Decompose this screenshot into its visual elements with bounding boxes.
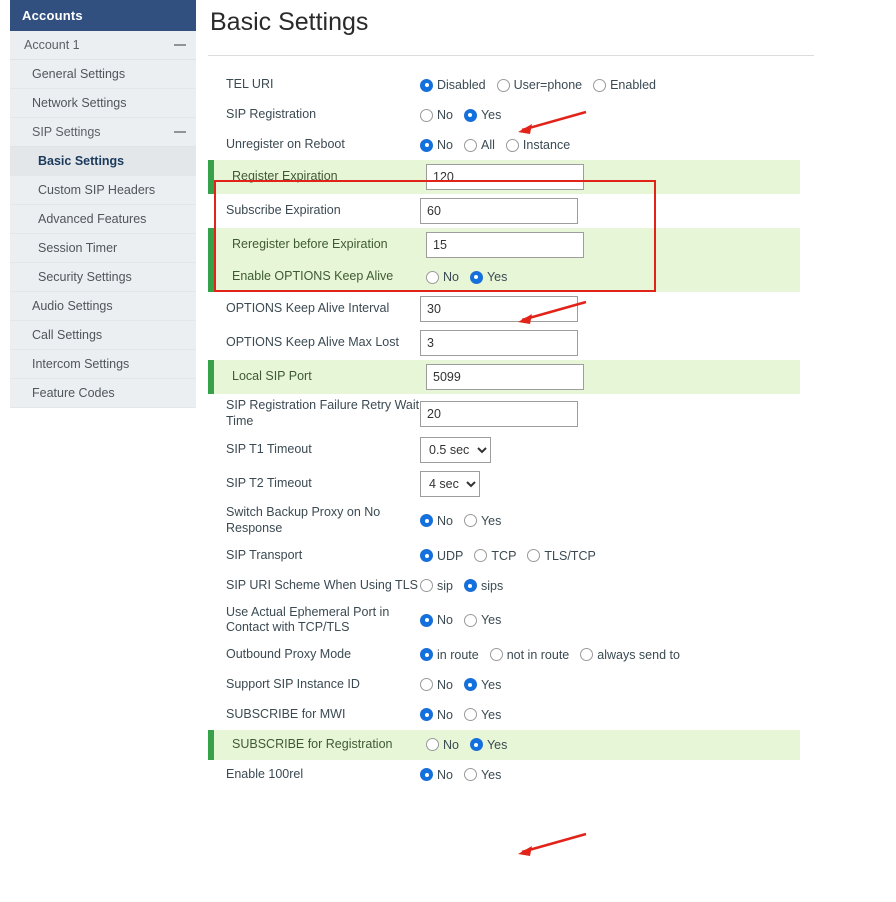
input-reregister-before-expiration[interactable] <box>426 232 584 258</box>
sidebar-item-general-settings[interactable] <box>10 60 196 89</box>
setting-label: Use Actual Ephemeral Port in Contact with TCP/TLS <box>226 604 390 635</box>
sidebar-item-label: Custom SIP Headers <box>38 183 156 197</box>
setting-label: Switch Backup Proxy on No Response <box>226 505 381 535</box>
setting-label: Support SIP Instance ID <box>226 676 360 691</box>
sidebar-item-network-settings[interactable] <box>10 89 196 118</box>
radio-option-label: No <box>443 270 459 284</box>
radio-group-sip-uri-scheme-when-using-tls <box>420 579 510 593</box>
setting-label: Register Expiration <box>232 169 338 184</box>
main-panel <box>208 0 896 902</box>
radio-option-label: Instance <box>522 138 571 152</box>
setting-field <box>420 648 800 662</box>
radio-button-icon[interactable] <box>420 109 433 122</box>
setting-label: OPTIONS Keep Alive Interval <box>226 301 390 316</box>
radio-button-icon[interactable] <box>527 549 540 562</box>
setting-row-sip-registration <box>208 100 800 130</box>
radio-button-icon[interactable] <box>464 139 477 152</box>
setting-field <box>420 678 800 692</box>
radio-option-label: No <box>437 108 453 122</box>
setting-label: SUBSCRIBE for Registration <box>232 736 393 751</box>
sidebar-item-label: General Settings <box>32 67 126 81</box>
radio-option-label: in route <box>437 647 479 662</box>
setting-label: Outbound Proxy Mode <box>226 646 352 661</box>
radio-button-icon[interactable] <box>426 271 439 284</box>
radio-option-label: Yes <box>486 270 508 284</box>
radio-button-icon[interactable] <box>420 614 433 627</box>
select-sip-t2-timeout[interactable] <box>420 471 480 497</box>
radio-option-label: sip <box>437 578 453 593</box>
setting-field <box>420 579 800 593</box>
radio-button-icon[interactable] <box>426 738 439 751</box>
radio-button-icon[interactable] <box>420 768 433 781</box>
radio-option-label: All <box>480 138 495 152</box>
setting-label: SIP Transport <box>226 547 303 562</box>
radio-option-label: Yes <box>480 677 502 692</box>
sidebar-item-custom-sip-headers[interactable] <box>10 176 196 205</box>
radio-option-label: User=phone <box>513 78 583 92</box>
radio-option-label: No <box>443 737 459 752</box>
setting-field <box>420 471 800 497</box>
page-title: Basic Settings <box>210 8 369 36</box>
setting-row-unregister-on-reboot <box>208 130 800 160</box>
radio-option-no[interactable] <box>426 738 459 752</box>
radio-button-icon[interactable] <box>490 648 503 661</box>
sidebar-item-security-settings[interactable] <box>10 263 196 292</box>
radio-option-yes[interactable] <box>464 514 501 528</box>
radio-group-sip-transport <box>420 549 603 563</box>
radio-button-icon[interactable] <box>420 514 433 527</box>
setting-field <box>420 549 800 563</box>
setting-row-local-sip-port <box>208 360 800 394</box>
radio-option-no[interactable] <box>426 270 459 284</box>
setting-row-support-sip-instance-id <box>208 670 800 700</box>
sidebar-group-label: SIP Settings <box>32 125 101 139</box>
radio-button-icon[interactable] <box>593 79 606 92</box>
radio-button-icon[interactable] <box>420 579 433 592</box>
sidebar-item-label: Audio Settings <box>32 299 113 313</box>
setting-row-enable-options-keep-alive <box>208 262 800 292</box>
setting-field <box>426 364 800 390</box>
radio-button-icon[interactable] <box>464 708 477 721</box>
input-options-keep-alive-interval[interactable] <box>420 296 578 322</box>
sidebar-item-label: Network Settings <box>32 96 127 110</box>
input-local-sip-port[interactable] <box>426 364 584 390</box>
setting-label: SIP Registration Failure Retry Wait Time <box>226 398 420 428</box>
radio-option-in-route[interactable] <box>420 648 479 662</box>
collapse-icon[interactable] <box>174 44 186 46</box>
radio-option-label: Yes <box>480 513 502 528</box>
radio-option-label: UDP <box>437 548 464 563</box>
setting-label: SIP Registration <box>226 107 317 122</box>
radio-group-enable-100rel <box>420 768 508 782</box>
radio-group-use-actual-ephemeral-port-in-contact-with-tcp-tls <box>420 613 508 627</box>
radio-option-no[interactable] <box>420 678 453 692</box>
radio-button-icon[interactable] <box>464 109 477 122</box>
settings-form <box>208 70 896 790</box>
setting-field <box>420 198 800 224</box>
title-divider <box>208 55 814 56</box>
radio-option-label: No <box>437 613 453 628</box>
radio-group-sip-registration <box>420 108 508 122</box>
radio-option-label: No <box>437 677 453 692</box>
radio-button-icon[interactable] <box>464 678 477 691</box>
radio-option-label: Yes <box>486 737 508 752</box>
radio-button-icon[interactable] <box>470 271 483 284</box>
annotation-arrow-subscribe-registration <box>508 830 588 860</box>
setting-row-outbound-proxy-mode <box>208 640 800 670</box>
radio-option-sip[interactable] <box>420 579 453 593</box>
setting-label: SIP T2 Timeout <box>226 476 312 491</box>
radio-option-label: No <box>437 513 453 528</box>
sidebar-item-audio-settings[interactable] <box>10 292 196 321</box>
sidebar-item-label: Call Settings <box>32 328 103 342</box>
sidebar-item-basic-settings[interactable] <box>10 147 196 176</box>
setting-row-use-actual-ephemeral-port-in-contact-with-tcp-tls <box>208 601 800 640</box>
radio-option-label: always send to <box>597 647 680 662</box>
setting-field <box>420 296 800 322</box>
setting-row-register-expiration <box>208 160 800 194</box>
radio-option-instance[interactable] <box>506 138 570 152</box>
input-sip-registration-failure-retry-wait-time[interactable] <box>420 401 578 427</box>
setting-row-reregister-before-expiration <box>208 228 800 262</box>
radio-option-label: Yes <box>480 613 502 628</box>
setting-label: OPTIONS Keep Alive Max Lost <box>226 335 399 350</box>
radio-option-disabled[interactable] <box>420 78 486 92</box>
setting-field <box>420 613 800 627</box>
sidebar-item-call-settings[interactable] <box>10 321 196 350</box>
radio-option-yes[interactable] <box>470 738 507 752</box>
setting-field <box>420 708 800 722</box>
sidebar-item-label: Feature Codes <box>32 386 115 400</box>
radio-option-label: Enabled <box>610 78 656 92</box>
setting-row-sip-transport <box>208 541 800 571</box>
radio-option-label: No <box>437 138 453 152</box>
setting-row-subscribe-for-registration <box>208 730 800 760</box>
radio-group-subscribe-for-registration <box>426 738 514 752</box>
radio-button-icon[interactable] <box>506 139 519 152</box>
radio-button-icon[interactable] <box>580 648 593 661</box>
radio-option-label: No <box>437 767 453 782</box>
radio-option-always-send-to[interactable] <box>580 648 680 662</box>
setting-label: Subscribe Expiration <box>226 203 341 218</box>
setting-row-options-keep-alive-interval <box>208 292 800 326</box>
radio-option-label: Yes <box>480 707 502 722</box>
setting-field <box>420 514 800 528</box>
radio-option-yes[interactable] <box>464 108 501 122</box>
radio-group-tel-uri <box>420 78 663 92</box>
radio-option-tcp[interactable] <box>474 549 516 563</box>
radio-option-label: TCP <box>491 548 517 563</box>
setting-row-switch-backup-proxy-on-no-response <box>208 501 800 540</box>
radio-option-no[interactable] <box>420 138 453 152</box>
sidebar-item-session-timer[interactable] <box>10 234 196 263</box>
radio-button-icon[interactable] <box>420 549 433 562</box>
radio-option-user-phone[interactable] <box>497 78 582 92</box>
setting-row-enable-100rel <box>208 760 800 790</box>
radio-option-label: TLS/TCP <box>544 548 596 563</box>
radio-option-yes[interactable] <box>470 270 507 284</box>
radio-button-icon[interactable] <box>464 514 477 527</box>
radio-option-not-in-route[interactable] <box>490 648 570 662</box>
sidebar-item-label: Session Timer <box>38 241 118 255</box>
radio-option-yes[interactable] <box>464 613 501 627</box>
radio-button-icon[interactable] <box>464 579 477 592</box>
radio-group-switch-backup-proxy-on-no-response <box>420 514 508 528</box>
setting-label: Local SIP Port <box>232 369 312 384</box>
radio-option-yes[interactable] <box>464 768 501 782</box>
setting-label: Enable OPTIONS Keep Alive <box>232 269 394 284</box>
radio-button-icon[interactable] <box>420 79 433 92</box>
sidebar <box>10 0 196 405</box>
setting-field <box>420 108 800 122</box>
radio-option-label: Yes <box>480 108 502 122</box>
sidebar-item-advanced-features[interactable] <box>10 205 196 234</box>
radio-option-label: Disabled <box>437 78 486 92</box>
sidebar-item-label: Basic Settings <box>38 154 125 168</box>
setting-row-options-keep-alive-max-lost <box>208 326 800 360</box>
setting-row-subscribe-expiration <box>208 194 800 228</box>
sidebar-item-label: Security Settings <box>38 270 132 284</box>
radio-button-icon[interactable] <box>470 738 483 751</box>
select-sip-t1-timeout[interactable] <box>420 437 491 463</box>
setting-field <box>420 401 800 427</box>
setting-label: SIP URI Scheme When Using TLS <box>226 577 418 592</box>
radio-group-support-sip-instance-id <box>420 678 508 692</box>
radio-option-enabled[interactable] <box>593 78 656 92</box>
setting-field <box>426 164 800 190</box>
setting-field <box>420 768 800 782</box>
sidebar-item-label: Intercom Settings <box>32 357 130 371</box>
input-subscribe-expiration[interactable] <box>420 198 578 224</box>
setting-label: SUBSCRIBE for MWI <box>226 706 346 721</box>
radio-option-sips[interactable] <box>464 579 503 593</box>
radio-option-yes[interactable] <box>464 708 501 722</box>
input-register-expiration[interactable] <box>426 164 584 190</box>
radio-option-label: Yes <box>480 767 502 782</box>
radio-option-no[interactable] <box>420 708 453 722</box>
radio-button-icon[interactable] <box>464 614 477 627</box>
sidebar-item-intercom-settings[interactable] <box>10 350 196 379</box>
radio-option-all[interactable] <box>464 138 495 152</box>
radio-option-yes[interactable] <box>464 678 501 692</box>
radio-option-udp[interactable] <box>420 549 463 563</box>
setting-label: SIP T1 Timeout <box>226 442 312 457</box>
setting-label: Enable 100rel <box>226 766 304 781</box>
setting-row-sip-uri-scheme-when-using-tls <box>208 571 800 601</box>
radio-group-outbound-proxy-mode <box>420 648 687 662</box>
radio-button-icon[interactable] <box>420 678 433 691</box>
radio-button-icon[interactable] <box>420 648 433 661</box>
collapse-icon[interactable] <box>174 131 186 133</box>
setting-field <box>420 138 800 152</box>
setting-label: Reregister before Expiration <box>232 237 388 252</box>
radio-button-icon[interactable] <box>420 139 433 152</box>
setting-label: TEL URI <box>226 77 274 92</box>
setting-row-subscribe-for-mwi <box>208 700 800 730</box>
radio-group-unregister-on-reboot <box>420 138 577 152</box>
radio-option-no[interactable] <box>420 768 453 782</box>
radio-option-no[interactable] <box>420 514 453 528</box>
radio-option-no[interactable] <box>420 108 453 122</box>
sidebar-group-sip-settings[interactable] <box>10 118 196 147</box>
radio-button-icon[interactable] <box>497 79 510 92</box>
radio-option-label: not in route <box>506 647 570 662</box>
sidebar-item-feature-codes[interactable] <box>10 379 196 408</box>
radio-button-icon[interactable] <box>420 708 433 721</box>
setting-field <box>426 232 800 258</box>
radio-option-label: sips <box>480 578 504 593</box>
radio-option-tls-tcp[interactable] <box>527 549 595 563</box>
setting-field <box>420 78 800 92</box>
setting-field <box>426 270 800 284</box>
setting-row-sip-t1-timeout <box>208 433 800 467</box>
setting-row-tel-uri <box>208 70 800 100</box>
sidebar-header: Accounts <box>10 0 196 31</box>
radio-option-label: No <box>437 707 453 722</box>
radio-button-icon[interactable] <box>474 549 487 562</box>
radio-group-subscribe-for-mwi <box>420 708 508 722</box>
radio-option-no[interactable] <box>420 613 453 627</box>
setting-field <box>420 330 800 356</box>
input-options-keep-alive-max-lost[interactable] <box>420 330 578 356</box>
sidebar-group-account-1[interactable] <box>10 31 196 60</box>
setting-row-sip-t2-timeout <box>208 467 800 501</box>
sidebar-group-label: Account 1 <box>24 38 80 52</box>
radio-group-enable-options-keep-alive <box>426 270 514 284</box>
setting-field <box>420 437 800 463</box>
setting-row-sip-registration-failure-retry-wait-time <box>208 394 800 433</box>
radio-button-icon[interactable] <box>464 768 477 781</box>
setting-label: Unregister on Reboot <box>226 137 345 152</box>
sidebar-item-label: Advanced Features <box>38 212 147 226</box>
setting-field <box>426 738 800 752</box>
